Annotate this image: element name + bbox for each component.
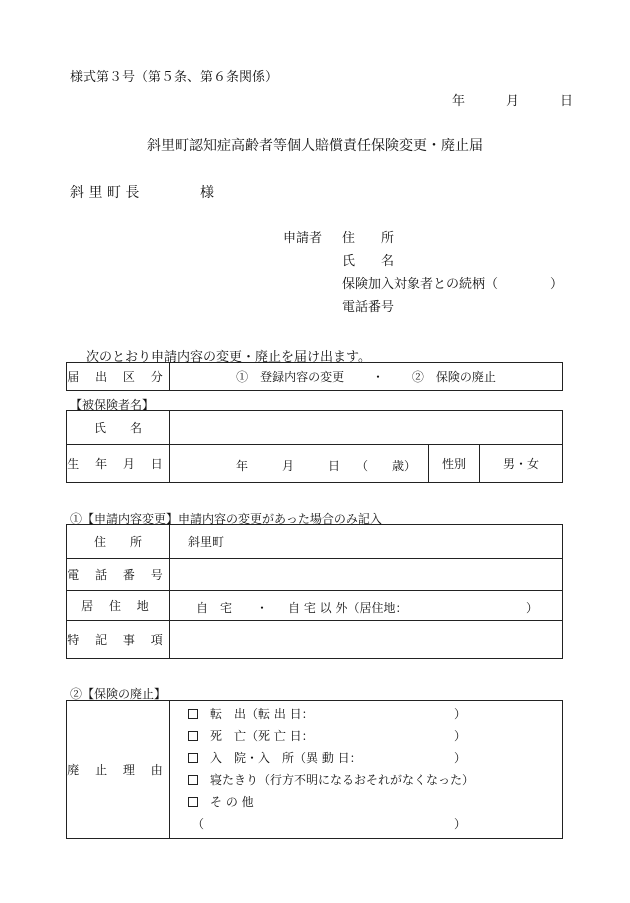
option-separator: ・ [371, 370, 384, 384]
change-notes-label: 特 記 事 項 [67, 621, 170, 659]
checkbox-other[interactable] [188, 797, 198, 807]
reason-hospital[interactable] [188, 747, 562, 769]
reason-bedridden-text: 寝たきり（行方不明になるおそれがなくなった） [210, 773, 475, 787]
other-open-paren: （ [192, 817, 205, 831]
change-address-field[interactable]: 斜里町 [170, 525, 563, 559]
reason-moving-out-text: 転 出（転 出 日： [210, 707, 314, 721]
change-address-label: 住 所 [67, 525, 170, 559]
applicant-name-label: 氏 名 [342, 254, 395, 269]
reason-hospital-close: ） [454, 751, 467, 765]
insured-birth-label: 生 年 月 日 [67, 445, 170, 483]
notification-type-options[interactable] [170, 363, 563, 391]
notification-type-label: 届 出 区 分 [67, 363, 170, 391]
checkbox-bedridden[interactable] [188, 775, 198, 785]
reason-death[interactable] [188, 725, 562, 747]
checkbox-death[interactable] [188, 731, 198, 741]
applicant-relation-label: 保険加入対象者との続柄（ ） [342, 277, 564, 292]
abolition-reason-label: 廃 止 理 由 [67, 701, 170, 839]
change-table [66, 524, 563, 659]
residence-home-option[interactable]: 自 宅 [196, 601, 233, 615]
date-month-label: 月 [506, 94, 520, 109]
residence-separator: ・ [256, 601, 269, 615]
insured-table [66, 410, 563, 483]
insured-birth-field[interactable] [170, 445, 429, 483]
birth-month-label: 月 [282, 459, 295, 473]
insured-name-field[interactable] [170, 411, 563, 445]
birth-day-label: 日 [328, 459, 341, 473]
page-title: 斜里町認知症高齢者等個人賠償責任保険変更・廃止届 [147, 138, 483, 154]
reason-other-text: そ の 他 [210, 795, 254, 809]
change-notes-field[interactable] [170, 621, 563, 659]
reason-death-text: 死 亡（死 亡 日： [210, 729, 314, 743]
change-residence-label: 居 住 地 [67, 591, 170, 621]
change-residence-field[interactable] [170, 591, 563, 621]
change-heading: ①【申請内容変更】申請内容の変更があった場合のみ記入 [70, 512, 382, 526]
abolition-heading: ②【保険の廃止】 [70, 687, 167, 701]
other-close-paren: ） [454, 817, 467, 831]
form-number: 様式第３号（第５条、第６条関係） [70, 70, 279, 85]
insured-heading: 【被保険者名】 [70, 398, 155, 412]
date-year-label: 年 [452, 94, 466, 109]
option-abolition[interactable]: ② 保険の廃止 [411, 370, 496, 384]
gender-options[interactable]: 男・女 [480, 445, 563, 483]
notification-type-table [66, 362, 563, 391]
residence-other-option[interactable]: 自 宅 以 外（居住地： [288, 601, 408, 615]
gender-label: 性別 [429, 445, 480, 483]
reason-hospital-text: 入 院・入 所（異 動 日： [210, 751, 362, 765]
date-day-label: 日 [560, 94, 574, 109]
option-change[interactable]: ① 登録内容の変更 [236, 370, 345, 384]
reason-moving-out-close: ） [454, 707, 467, 721]
addressee-name: 斜 里 町 長 [70, 185, 140, 201]
checkbox-moving-out[interactable] [188, 709, 198, 719]
reason-death-close: ） [454, 729, 467, 743]
change-phone-field[interactable] [170, 559, 563, 591]
applicant-address-label: 住 所 [342, 231, 395, 246]
checkbox-hospital[interactable] [188, 753, 198, 763]
reason-bedridden[interactable] [188, 769, 562, 791]
applicant-phone-label: 電話番号 [342, 300, 395, 315]
abolition-reasons [170, 701, 563, 839]
intro-text: 次のとおり申請内容の変更・廃止を届け出ます。 [86, 350, 371, 365]
reason-other[interactable] [188, 791, 562, 813]
abolition-table [66, 700, 563, 839]
applicant-label: 申請者 [283, 231, 323, 246]
addressee-honorific: 様 [200, 185, 214, 201]
birth-year-label: 年 [236, 459, 249, 473]
birth-age-label: （ 歳） [356, 459, 417, 473]
reason-other-detail[interactable] [188, 813, 562, 835]
change-phone-label: 電 話 番 号 [67, 559, 170, 591]
reason-moving-out[interactable] [188, 703, 562, 725]
residence-close-paren: ） [526, 601, 539, 615]
insured-name-label: 氏 名 [67, 411, 170, 445]
